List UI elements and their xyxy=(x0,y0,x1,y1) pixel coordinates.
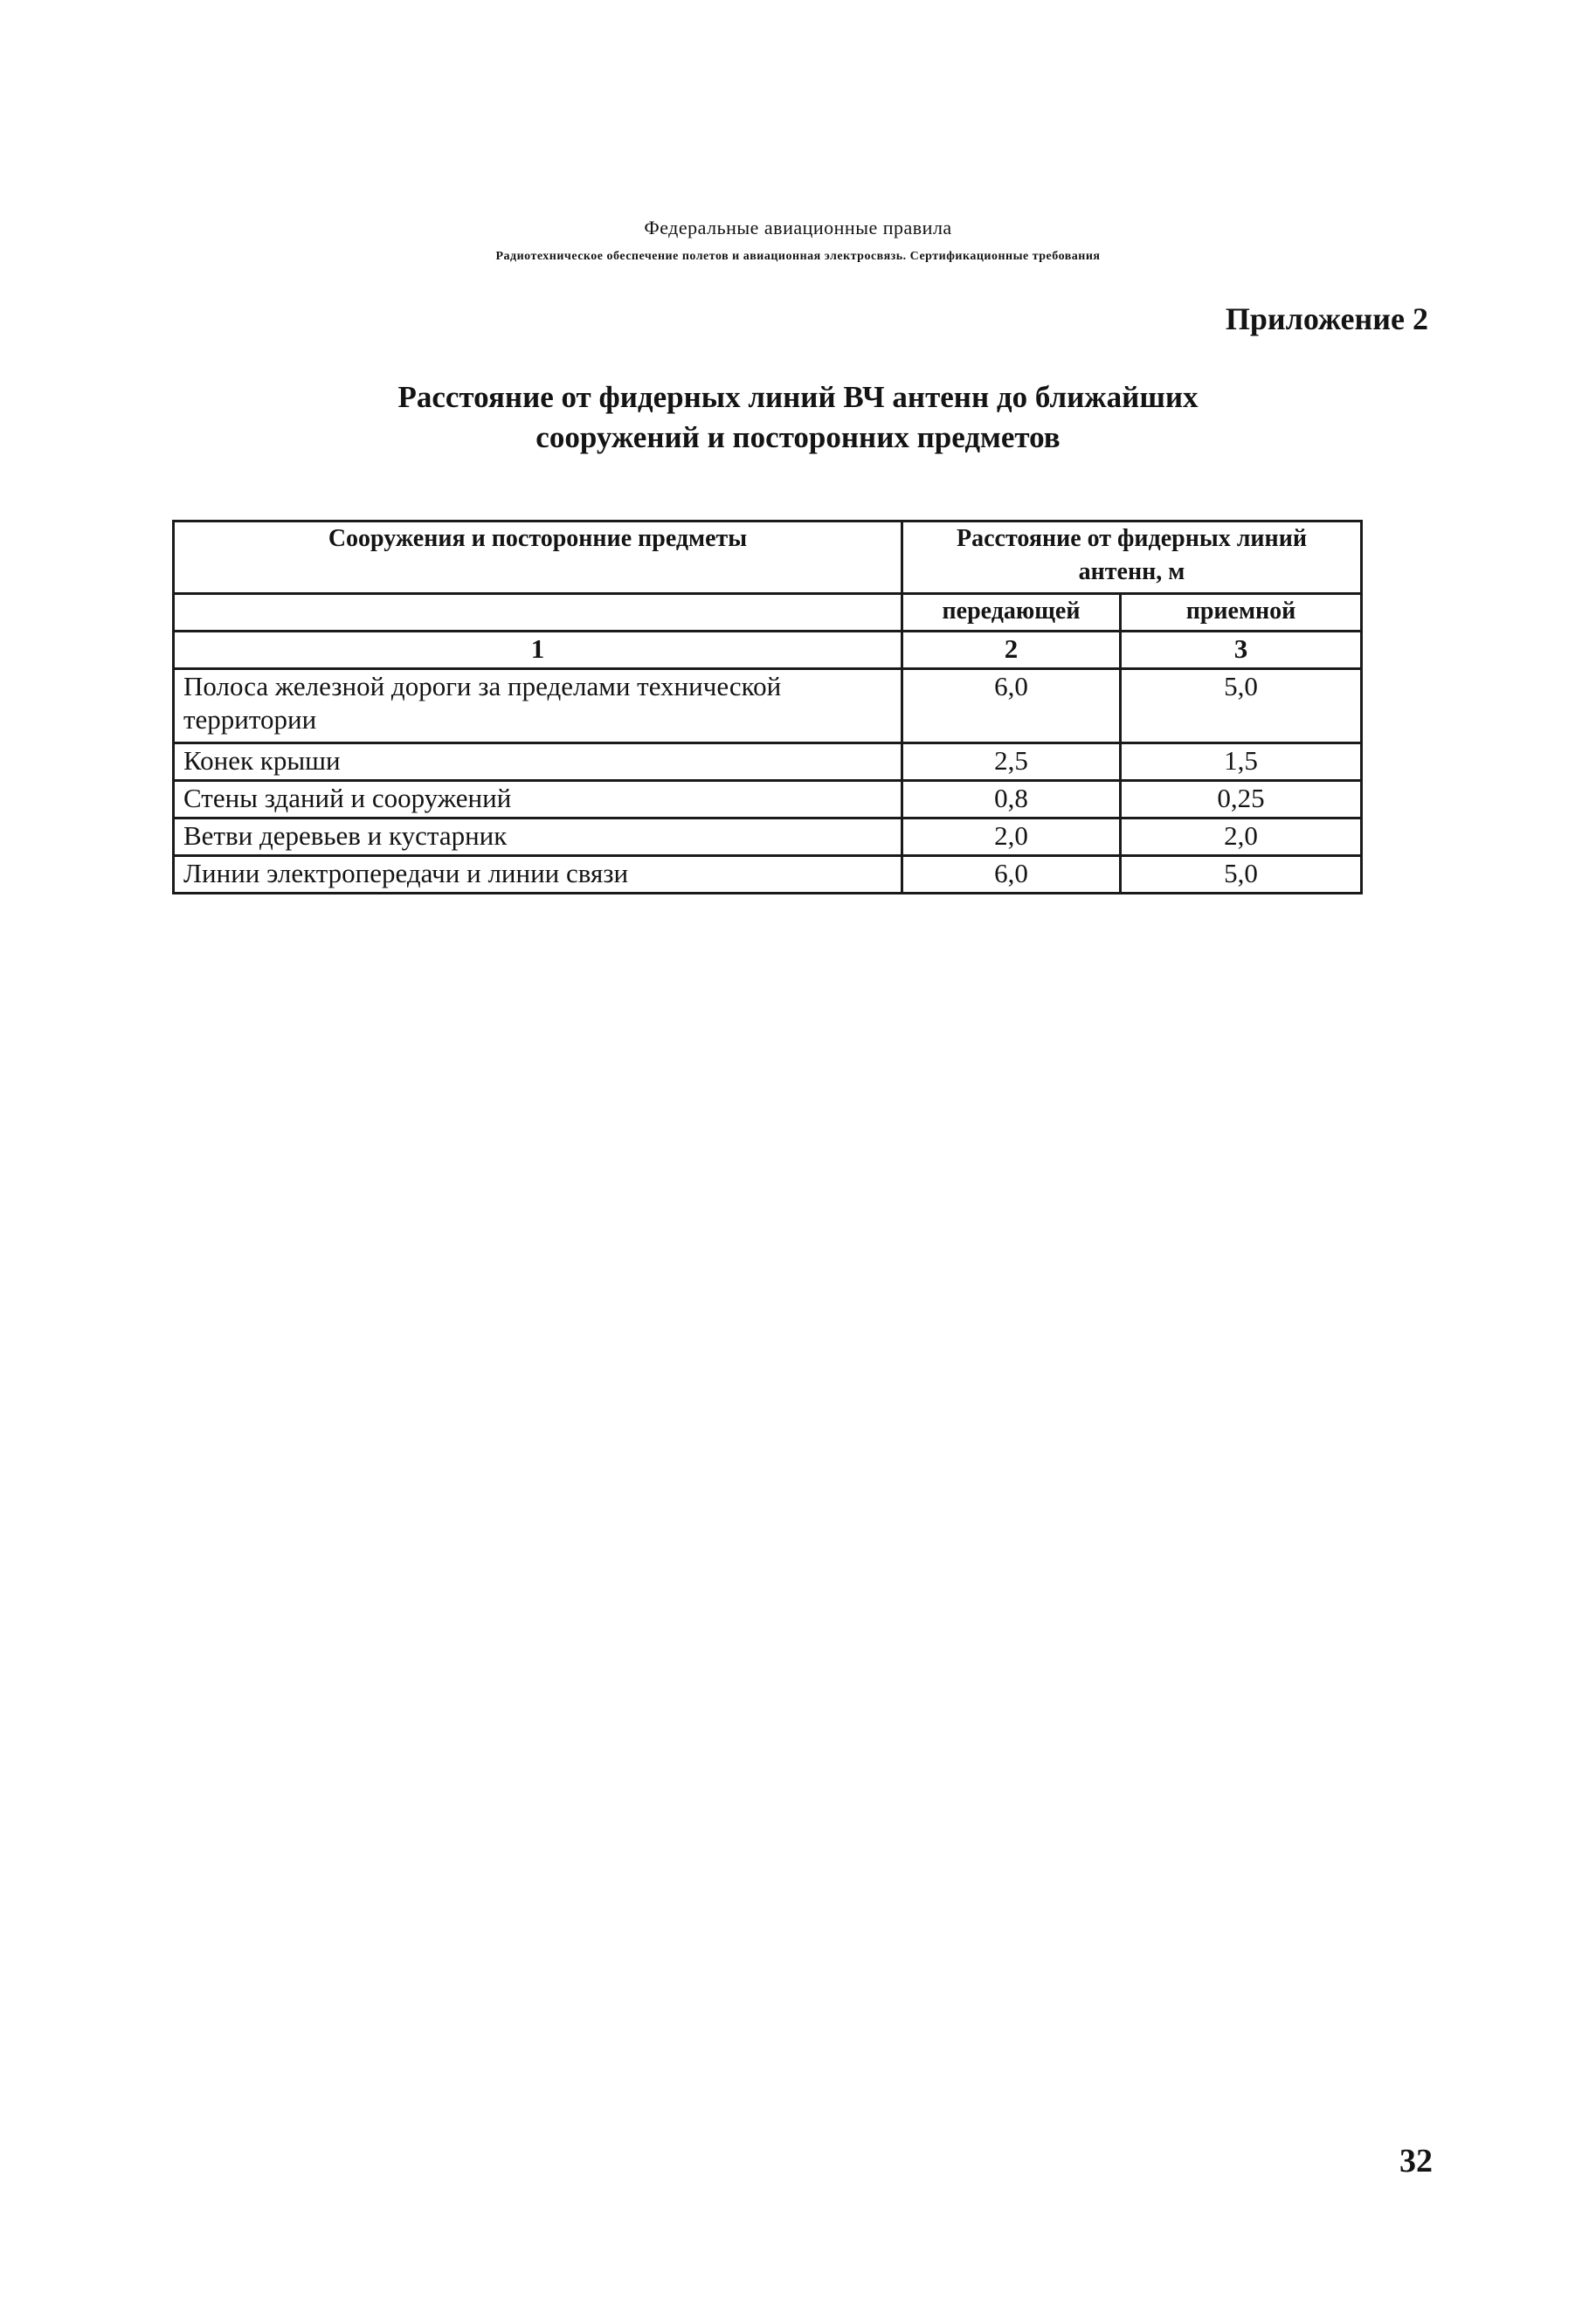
receive-distance-cell: 5,0 xyxy=(1121,856,1362,894)
object-cell: Полоса железной дороги за пределами технической территории xyxy=(174,669,902,743)
header-distance: Расстояние от фидерных линий антенн, м xyxy=(902,521,1362,594)
table-subheader-row xyxy=(174,594,1362,632)
appendix-label: Приложение 2 xyxy=(1225,301,1428,336)
receive-distance-cell: 5,0 xyxy=(1121,669,1362,743)
transmit-distance-cell: 0,8 xyxy=(902,781,1121,819)
transmit-distance-cell: 6,0 xyxy=(902,856,1121,894)
table-row xyxy=(174,856,1362,894)
column-number-1: 1 xyxy=(174,632,902,669)
table-row xyxy=(174,743,1362,781)
table-row xyxy=(174,819,1362,856)
receive-distance-cell: 2,0 xyxy=(1121,819,1362,856)
running-header-subtitle: Радиотехническое обеспечение полетов и авиационная электросвязь. Сертификационные требования xyxy=(495,250,1101,263)
distance-table xyxy=(172,520,1363,894)
object-cell: Ветви деревьев и кустарник xyxy=(174,819,902,856)
object-cell: Стены зданий и сооружений xyxy=(174,781,902,819)
table-title-line-1: Расстояние от фидерных линий ВЧ антенн до ближайших xyxy=(397,380,1199,414)
transmit-distance-cell: 2,5 xyxy=(902,743,1121,781)
running-header-title: Федеральные авиационные правила xyxy=(644,217,952,238)
receive-distance-cell: 0,25 xyxy=(1121,781,1362,819)
object-cell: Линии электропередачи и линии связи xyxy=(174,856,902,894)
table-header-row xyxy=(174,521,1362,594)
receive-distance-cell: 1,5 xyxy=(1121,743,1362,781)
subheader-empty xyxy=(174,594,902,632)
table-title xyxy=(0,377,1596,458)
transmit-distance-cell: 6,0 xyxy=(902,669,1121,743)
column-number-3: 3 xyxy=(1121,632,1362,669)
header-objects: Сооружения и посторонние предметы xyxy=(174,521,902,594)
table-row xyxy=(174,669,1362,743)
subheader-receive: приемной xyxy=(1121,594,1362,632)
table-row xyxy=(174,781,1362,819)
transmit-distance-cell: 2,0 xyxy=(902,819,1121,856)
column-number-2: 2 xyxy=(902,632,1121,669)
column-number-row xyxy=(174,632,1362,669)
page-number: 32 xyxy=(1399,2143,1433,2179)
object-cell: Конек крыши xyxy=(174,743,902,781)
subheader-transmit: передающей xyxy=(902,594,1121,632)
table-title-line-2: сооружений и посторонних предметов xyxy=(535,420,1061,454)
